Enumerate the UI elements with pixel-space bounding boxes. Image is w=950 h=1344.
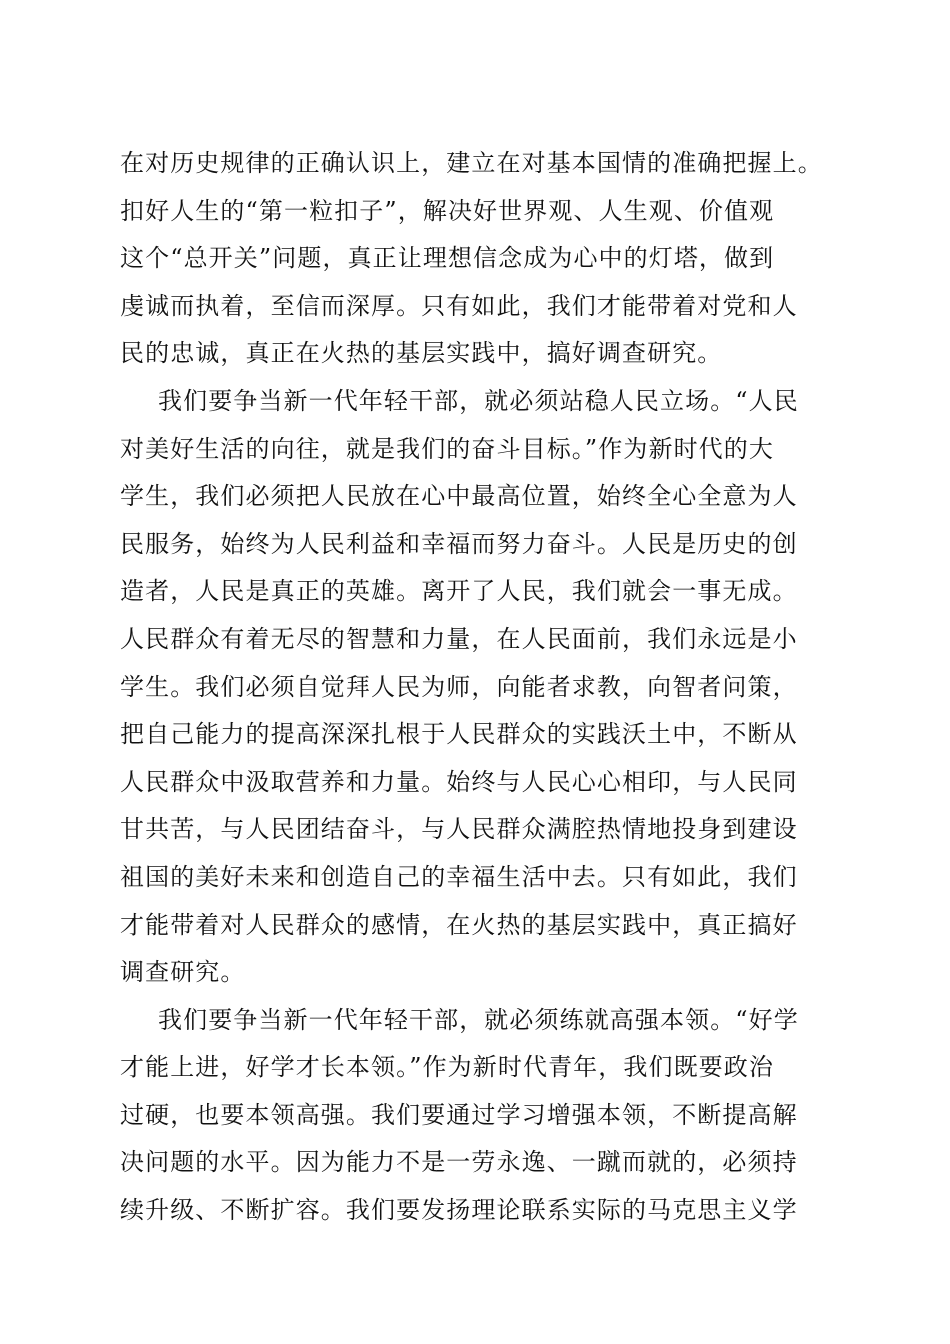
text-line: 人民群众中汲取营养和力量。始终与人民心心相印，与人民同 <box>120 767 798 796</box>
text-line: 调查研究。 <box>120 958 246 987</box>
text-line: 这个“总开关”问题，真正让理想信念成为心中的灯塔，做到 <box>120 244 775 273</box>
text-line: 祖国的美好未来和创造自己的幸福生活中去。只有如此，我们 <box>120 862 798 891</box>
text-line: 对美好生活的向往，就是我们的奋斗目标。”作为新时代的大 <box>120 434 774 463</box>
text-line: 决问题的水平。因为能力不是一劳永逸、一蹴而就的，必须持 <box>120 1148 798 1177</box>
text-line: 甘共苦，与人民团结奋斗，与人民群众满腔热情地投身到建设 <box>120 815 798 844</box>
body-text <box>120 140 840 1235</box>
text-line: 过硬，也要本领高强。我们要通过学习增强本领，不断提高解 <box>120 1100 798 1129</box>
text-line: 学生，我们必须把人民放在心中最高位置，始终全心全意为人 <box>120 482 798 511</box>
text-line: 在对历史规律的正确认识上，建立在对基本国情的准确把握上。 <box>120 149 823 177</box>
text-line: 民的忠诚，真正在火热的基层实践中，搞好调查研究。 <box>120 339 723 368</box>
text-line: 学生。我们必须自觉拜人民为师，向能者求教，向智者问策， <box>120 672 798 701</box>
text-line: 人民群众有着无尽的智慧和力量，在人民面前，我们永远是小 <box>120 624 798 653</box>
text-line: 才能上进，好学才长本领。”作为新时代青年，我们既要政治 <box>120 1053 774 1082</box>
paragraph-start-line: 我们要争当新一代年轻干部，就必须站稳人民立场。“人民 <box>158 386 799 415</box>
text-line: 虔诚而执着，至信而深厚。只有如此，我们才能带着对党和人 <box>120 291 798 320</box>
text-line: 扣好人生的“第一粒扣子”，解决好世界观、人生观、价值观 <box>120 196 775 225</box>
text-line: 续升级、不断扩容。我们要发扬理论联系实际的马克思主义学 <box>120 1196 798 1225</box>
text-line: 民服务，始终为人民利益和幸福而努力奋斗。人民是历史的创 <box>120 529 798 558</box>
text-line: 把自己能力的提高深深扎根于人民群众的实践沃土中，不断从 <box>120 720 798 749</box>
text-line: 才能带着对人民群众的感情，在火热的基层实践中，真正搞好 <box>120 910 798 939</box>
text-line: 造者，人民是真正的英雄。离开了人民，我们就会一事无成。 <box>120 577 798 606</box>
paragraph-start-line: 我们要争当新一代年轻干部，就必须练就高强本领。“好学 <box>158 1005 799 1034</box>
